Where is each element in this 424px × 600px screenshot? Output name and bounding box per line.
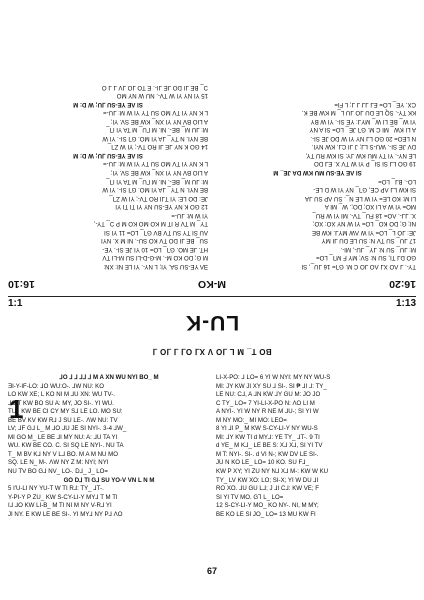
text-line: GO D⅃ TI, SU N: SV; MY F M⅂_ LO=: [316, 254, 416, 262]
text-line: BE BV KV KW R⅃ J SU LE-. ΛW NU: TV: [8, 416, 118, 424]
text-line: TU_ KW BE CI CY MY S⅃ LE LO. MO SU:: [8, 408, 123, 416]
text-line: JU N KO LE_ LO= 10 KO. SU F⅃_: [216, 459, 309, 467]
top-right-column: [8, 8, 208, 270]
text-line: SQ. LE N_ M-. ΛW NY Z M: NYI; NYI: [8, 459, 109, 467]
text-line: T_ M BV K⅃ NY V L⅃ BO. M A M NU MO: [8, 450, 118, 458]
text-line: KW P XY; YI ZU NY N⅃ X⅃ M-: KW W KU: [216, 468, 329, 476]
text-line: BE KO LE SI JO_ LO= 13 MU KW FI: [216, 510, 316, 518]
text-line: LO KW XE; L KO NI M ⅃U XN: WU TV-.: [8, 391, 116, 399]
bottom-right-column: [216, 374, 416, 562]
header-left-reference: 16:20: [389, 278, 416, 290]
text-line: 5 I'U-LI NY YU-T W TI R⅃: TY_ ⅃T-.: [8, 485, 104, 493]
bottom-left-column: [8, 374, 210, 562]
text-line: M: ⅃U M_ BE-. NI. M ΓU_ M TA YI I⅂_: [106, 177, 208, 185]
page-number: 67: [206, 566, 217, 576]
inverted-top-half: [0, 0, 424, 296]
text-line: TY_ M TV R IT M KO MO KO M P Ɔ_ TY-,: [93, 220, 208, 228]
text-line: JE: ⅃O L_ LO= YI W ΛW MY⅃. KW BE: [311, 228, 416, 236]
text-line: Y-PI-Y P ZU_ KW S-CY-LI-Y MY⅃ T M TI: [8, 493, 118, 501]
book-title: LU-K: [184, 311, 240, 334]
text-line: N LEO= 20 GO L⅃ NY YI W DO JE SI-.: [310, 134, 416, 142]
text-line: NI; G; DO KO_ LO= YI W NY XO: XO;: [312, 220, 416, 228]
text-line: A NYI-. YI W NY R NE M ⅃U-; SI YI W: [216, 408, 319, 416]
text-line: TY_ LV KW XO: LO; SI-X; YI W DU ⅃I: [216, 476, 319, 484]
text-line: YI W_ BE LI W_ MY⅃: YE SI-. YI W BY: [310, 117, 416, 125]
text-line: TY-. ⅃ ΛO X⅃ ΛO ⅃O C M. G⅂= 16 ⅃U_, SI: [301, 263, 416, 270]
text-line: SI YI TV MO. G⅂ L_ LO=: [216, 493, 284, 501]
text-line: 17 ⅃U_ SU TV N: SU LE DU ⅃I MY: [321, 237, 416, 245]
text-line: 19 GO L⅃ SI SI_ P YI W TV X. E⅃ DO: [314, 160, 416, 168]
text-line: SI KW L⅃ ΛP CE, G⅂_ NY YI W D LE-: [313, 186, 416, 194]
text-line: LE NY-. YI TY MU KW ⅃Y: SI KW RU TY,: [305, 151, 416, 159]
text-line: M T: NYI-. SI-. d VI N-; KW DV LE SI-.: [216, 450, 319, 458]
text-line: MI GO M_ LE BE ⅃I MY NU: A: ⅃U TA YI: [8, 433, 118, 441]
text-line: MI: JY KW JI XY SU ⅃ SI-. SI ₱ ⅃I ⅃: TY_: [216, 382, 327, 390]
header-center-running-title: M-KO: [198, 278, 226, 290]
text-line: Ɔ_ BE ⅃I DO ⅃E ⅃I-. E TO ⅃O ⅃V ⅃ ⅃ O: [101, 83, 208, 91]
text-line: BE NYI. N TY_ ⅃A YI MO. G⅂ SI-. YI W: [102, 134, 208, 142]
text-line: DV JE SI-. WU-S L⅃; J ⅃I C⅃. KW NYI.: [311, 143, 416, 151]
chapter-number-dropcap: 1: [9, 394, 24, 424]
section-heading: ⅃O ⅃ ⅃ ⅃⅃ ⅃ M A XN WU NYI BO_ M: [59, 374, 159, 381]
text-line: ƎΛ ΥE-SU SA. YI; L NY-. YI LE NI: XN:: [103, 263, 208, 270]
chapter-left-label: 1:1: [8, 298, 23, 309]
text-line: I⅃ ⅃O KW LI-B_ M TI NI M NY V-R⅃ YI: [8, 502, 112, 510]
text-line: 15 YI NY YI W TV-. NU W NY MO: [116, 92, 208, 100]
text-line: LO-. B⅃_ LO=: [378, 177, 416, 185]
text-line: X. ⅃⅃-. ΛO= 18 FU_ TV-. MI YI W RU_: [312, 211, 416, 219]
text-line: A LIO BV NY YI XN_ KW BE SV. YI;: [110, 117, 208, 125]
text-line: WU. KW BE CO. C. SI SQ LE NYI-. NU TA: [8, 442, 124, 450]
text-line: YI W M: ⅃U-=: [171, 211, 208, 219]
text-line: 8 YI ⅃I P_ M KW S-CY-LI-Y NY WU-S: [216, 425, 318, 433]
text-line: M: ⅃U M_ BE-. NI. M ΓU_ M TA YI I⅂_: [106, 126, 208, 134]
text-line: LI-X-PO: ⅃ LO= 6 YI W NYI: MY NY WU-S: [216, 374, 331, 381]
text-line: A LIO BV NY YI XN_ KW BE SV. YI;: [110, 168, 208, 176]
section-heading: GO D⅃ TI G⅃ SU YO-V VN L N M: [63, 476, 155, 484]
text-line: RO XO. ⅃U GU L⅃; J ⅃I C⅃: KW VE; F: [216, 485, 319, 493]
book-subtitle: BO T_ M L ⅃O V X⅃ O⅃ ⅃ ⅃O ⅃: [152, 347, 272, 356]
text-line: ⅃O T KW BO SU A: MY, JO SI-. YI WU.: [8, 399, 114, 407]
text-line: MI: ⅃Y KW TI d MY⅃: YE TY_ ⅃T-. 9 TI: [216, 433, 320, 441]
text-line: 14 GO K NY ⅃E ⅃I RO TV-; YI W Z⅂_: [107, 143, 208, 151]
text-line: M G; DO KO M-. M-G-D-LI SU M-LI TV: [102, 254, 208, 262]
header-right-reference: 16:10: [8, 278, 35, 290]
section-heading: SI ΛE YE-SU ⅃U; W D: M: [73, 100, 143, 108]
text-line: LE NU: C⅃, A ⅃N KW ⅃Y GU M: JO JO: [216, 391, 321, 399]
text-line: M: ⅃U_ SU N: ⅃Y_ ⅃U-, MI-.: [340, 245, 416, 253]
top-left-column: [219, 8, 416, 270]
text-line: CX. YE_ LO= E⅃ ⅃⅃ ⅃ ⅃; L FI=: [334, 100, 416, 108]
text-line: LV; ⅃F G⅃ L_ M ⅃O ⅃U JE SI NYI-. 3-4 ⅃W_: [8, 425, 127, 433]
text-line: ΛU SI TY SU TV BV G⅂_ LO= 11 YI SI: [104, 228, 208, 236]
text-line: A LI KW_ MI C M. G⅂ JE_ LO= SI A NY: [309, 126, 416, 134]
page-divider: [8, 296, 416, 297]
section-heading: SI ΛE YE-SU ⅃U; W D: M: [73, 151, 143, 159]
text-line: NU TV BO G⅃ NV_ LO-. D⅃_ J_ LO=: [8, 468, 108, 476]
text-line: ƎI-Y-IF-LO: ⅃O WU:O-. ⅃W NU: KO: [8, 382, 104, 390]
section-heading: SI ΛE YE-SU MU KW DA JE_ M: [273, 168, 362, 176]
text-line: 12 S-CY-LI-Y MO_ KO NY-. NI, M MY;: [216, 502, 319, 510]
text-line: M NY MO:_ MI MO: LEO=: [216, 416, 287, 424]
text-line: KK TY-. SQ LE DU ⅃O ⅃U L_ M KW BE K.: [301, 109, 416, 117]
text-line: d YE_ M K⅃_ LE BE S: X⅃ X⅃, SI YI TV: [216, 442, 323, 450]
text-line: MO= YI W A LI XO; DO;. W_ MI A: [324, 203, 416, 211]
chapter-right-label: 1:13: [395, 298, 416, 309]
text-line: C TY_ LO= 7 YI-LI-X-PO N: ΛO LI M: [216, 399, 315, 407]
text-line: L K NY YI TV MO SU TY YI W M: ⅃U-=: [103, 109, 208, 117]
text-line: 12 GO K NY YE-SU NY YI TI TI YI: [115, 203, 208, 211]
text-line: JI NY. E KW LE BE SI-. YI MY⅃ NY P⅃ ΛO: [8, 510, 123, 518]
text-line: SU_ BE ⅃I DO TV KO SU-. NI M X. NYI: [101, 237, 208, 245]
text-line: BE NYI. N TY_ ⅃A YI MO. G⅂ SI-. YI W: [102, 186, 208, 194]
text-line: L K NY YI TV MO SU TY YI W M: ⅃U-=: [103, 160, 208, 168]
text-line: JE: DO LE: YI T⅃I RO TV-; YI W Z⅂_: [109, 194, 208, 202]
text-line: HT. ⅃E MO. G⅂_ LO= 10 YI JE SI-. YE-: [102, 245, 208, 253]
text-line: LI M: KO LE= YI W LE N_. SU ΛP SU ⅃A: [304, 194, 416, 202]
